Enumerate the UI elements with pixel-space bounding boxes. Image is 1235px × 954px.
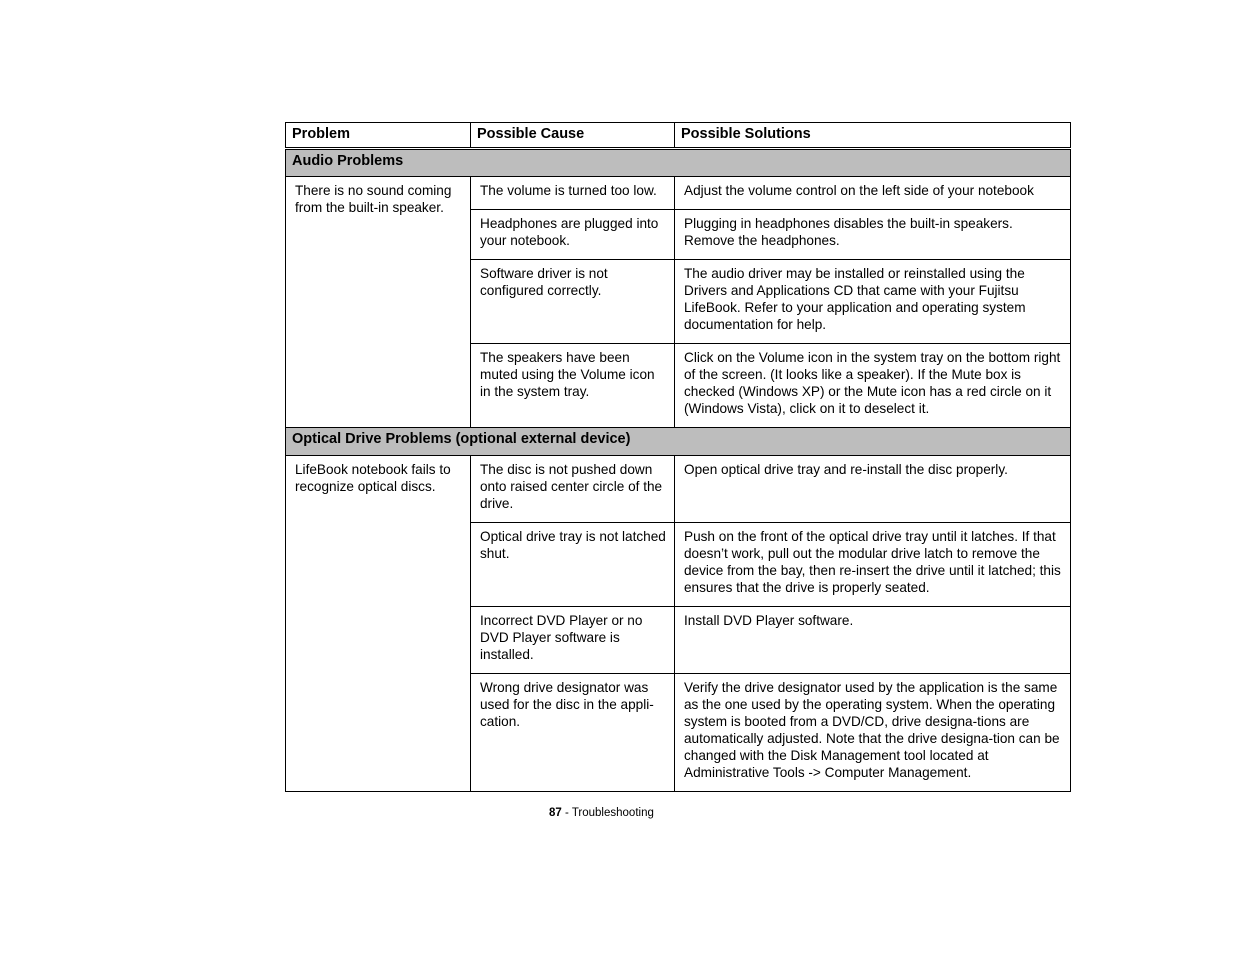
problem-cell-audio: There is no sound coming from the built-in speaker.: [286, 177, 471, 428]
cause-cell: Wrong drive designator was used for the disc in the appli-cation.: [471, 674, 675, 792]
solution-cell: The audio driver may be installed or reinstalled using the Drivers and Applications CD that came with your Fujitsu LifeBook. Refer to your application and operating system documentation for help.: [675, 260, 1071, 344]
problem-cell-optical-drive: LifeBook notebook fails to recognize optical discs.: [286, 456, 471, 792]
cause-cell: Incorrect DVD Player or no DVD Player software is installed.: [471, 607, 675, 674]
section-title-audio: Audio Problems: [286, 149, 1071, 177]
table-row: [286, 177, 1071, 210]
header-possible-solutions: Possible Solutions: [675, 123, 1071, 149]
page-number: 87: [549, 807, 562, 819]
table-row: [286, 456, 1071, 523]
section-row-optical-drive: [286, 428, 1071, 456]
solution-cell: Plugging in headphones disables the built-in speakers. Remove the headphones.: [675, 210, 1071, 260]
cause-cell: The speakers have been muted using the Volume icon in the system tray.: [471, 344, 675, 428]
footer-separator: -: [561, 807, 572, 819]
solution-cell: Verify the drive designator used by the application is the same as the one used by the operating system. When the operating system is booted from a DVD/CD, drive designa-tions are automatically adjusted. Note that the drive designa-tion can be changed with the Disk Management tool located at Administrative Tools -> Computer Management.: [675, 674, 1071, 792]
header-problem: Problem: [286, 123, 471, 149]
solution-cell: Install DVD Player software.: [675, 607, 1071, 674]
cause-cell: The volume is turned too low.: [471, 177, 675, 210]
page-footer: [549, 807, 654, 819]
section-row-audio: [286, 149, 1071, 177]
cause-cell: Optical drive tray is not latched shut.: [471, 523, 675, 607]
header-possible-cause: Possible Cause: [471, 123, 675, 149]
table-header-row: [286, 123, 1071, 149]
solution-cell: Open optical drive tray and re-install the disc properly.: [675, 456, 1071, 523]
troubleshooting-table: [285, 122, 1071, 792]
solution-cell: Adjust the volume control on the left side of your notebook: [675, 177, 1071, 210]
solution-cell: Click on the Volume icon in the system tray on the bottom right of the screen. (It looks like a speaker). If the Mute box is checked (Windows XP) or the Mute icon has a red circle on it (Windows Vista), click on it to deselect it.: [675, 344, 1071, 428]
solution-cell: Push on the front of the optical drive tray until it latches. If that doesn’t work, pull out the modular drive latch to remove the device from the bay, then re-insert the drive until it latched; this ensures that the drive is properly seated.: [675, 523, 1071, 607]
section-title-optical-drive: Optical Drive Problems (optional external device): [286, 428, 1071, 456]
cause-cell: The disc is not pushed down onto raised center circle of the drive.: [471, 456, 675, 523]
cause-cell: Software driver is not configured correctly.: [471, 260, 675, 344]
footer-section-name: Troubleshooting: [571, 807, 654, 819]
cause-cell: Headphones are plugged into your notebook.: [471, 210, 675, 260]
